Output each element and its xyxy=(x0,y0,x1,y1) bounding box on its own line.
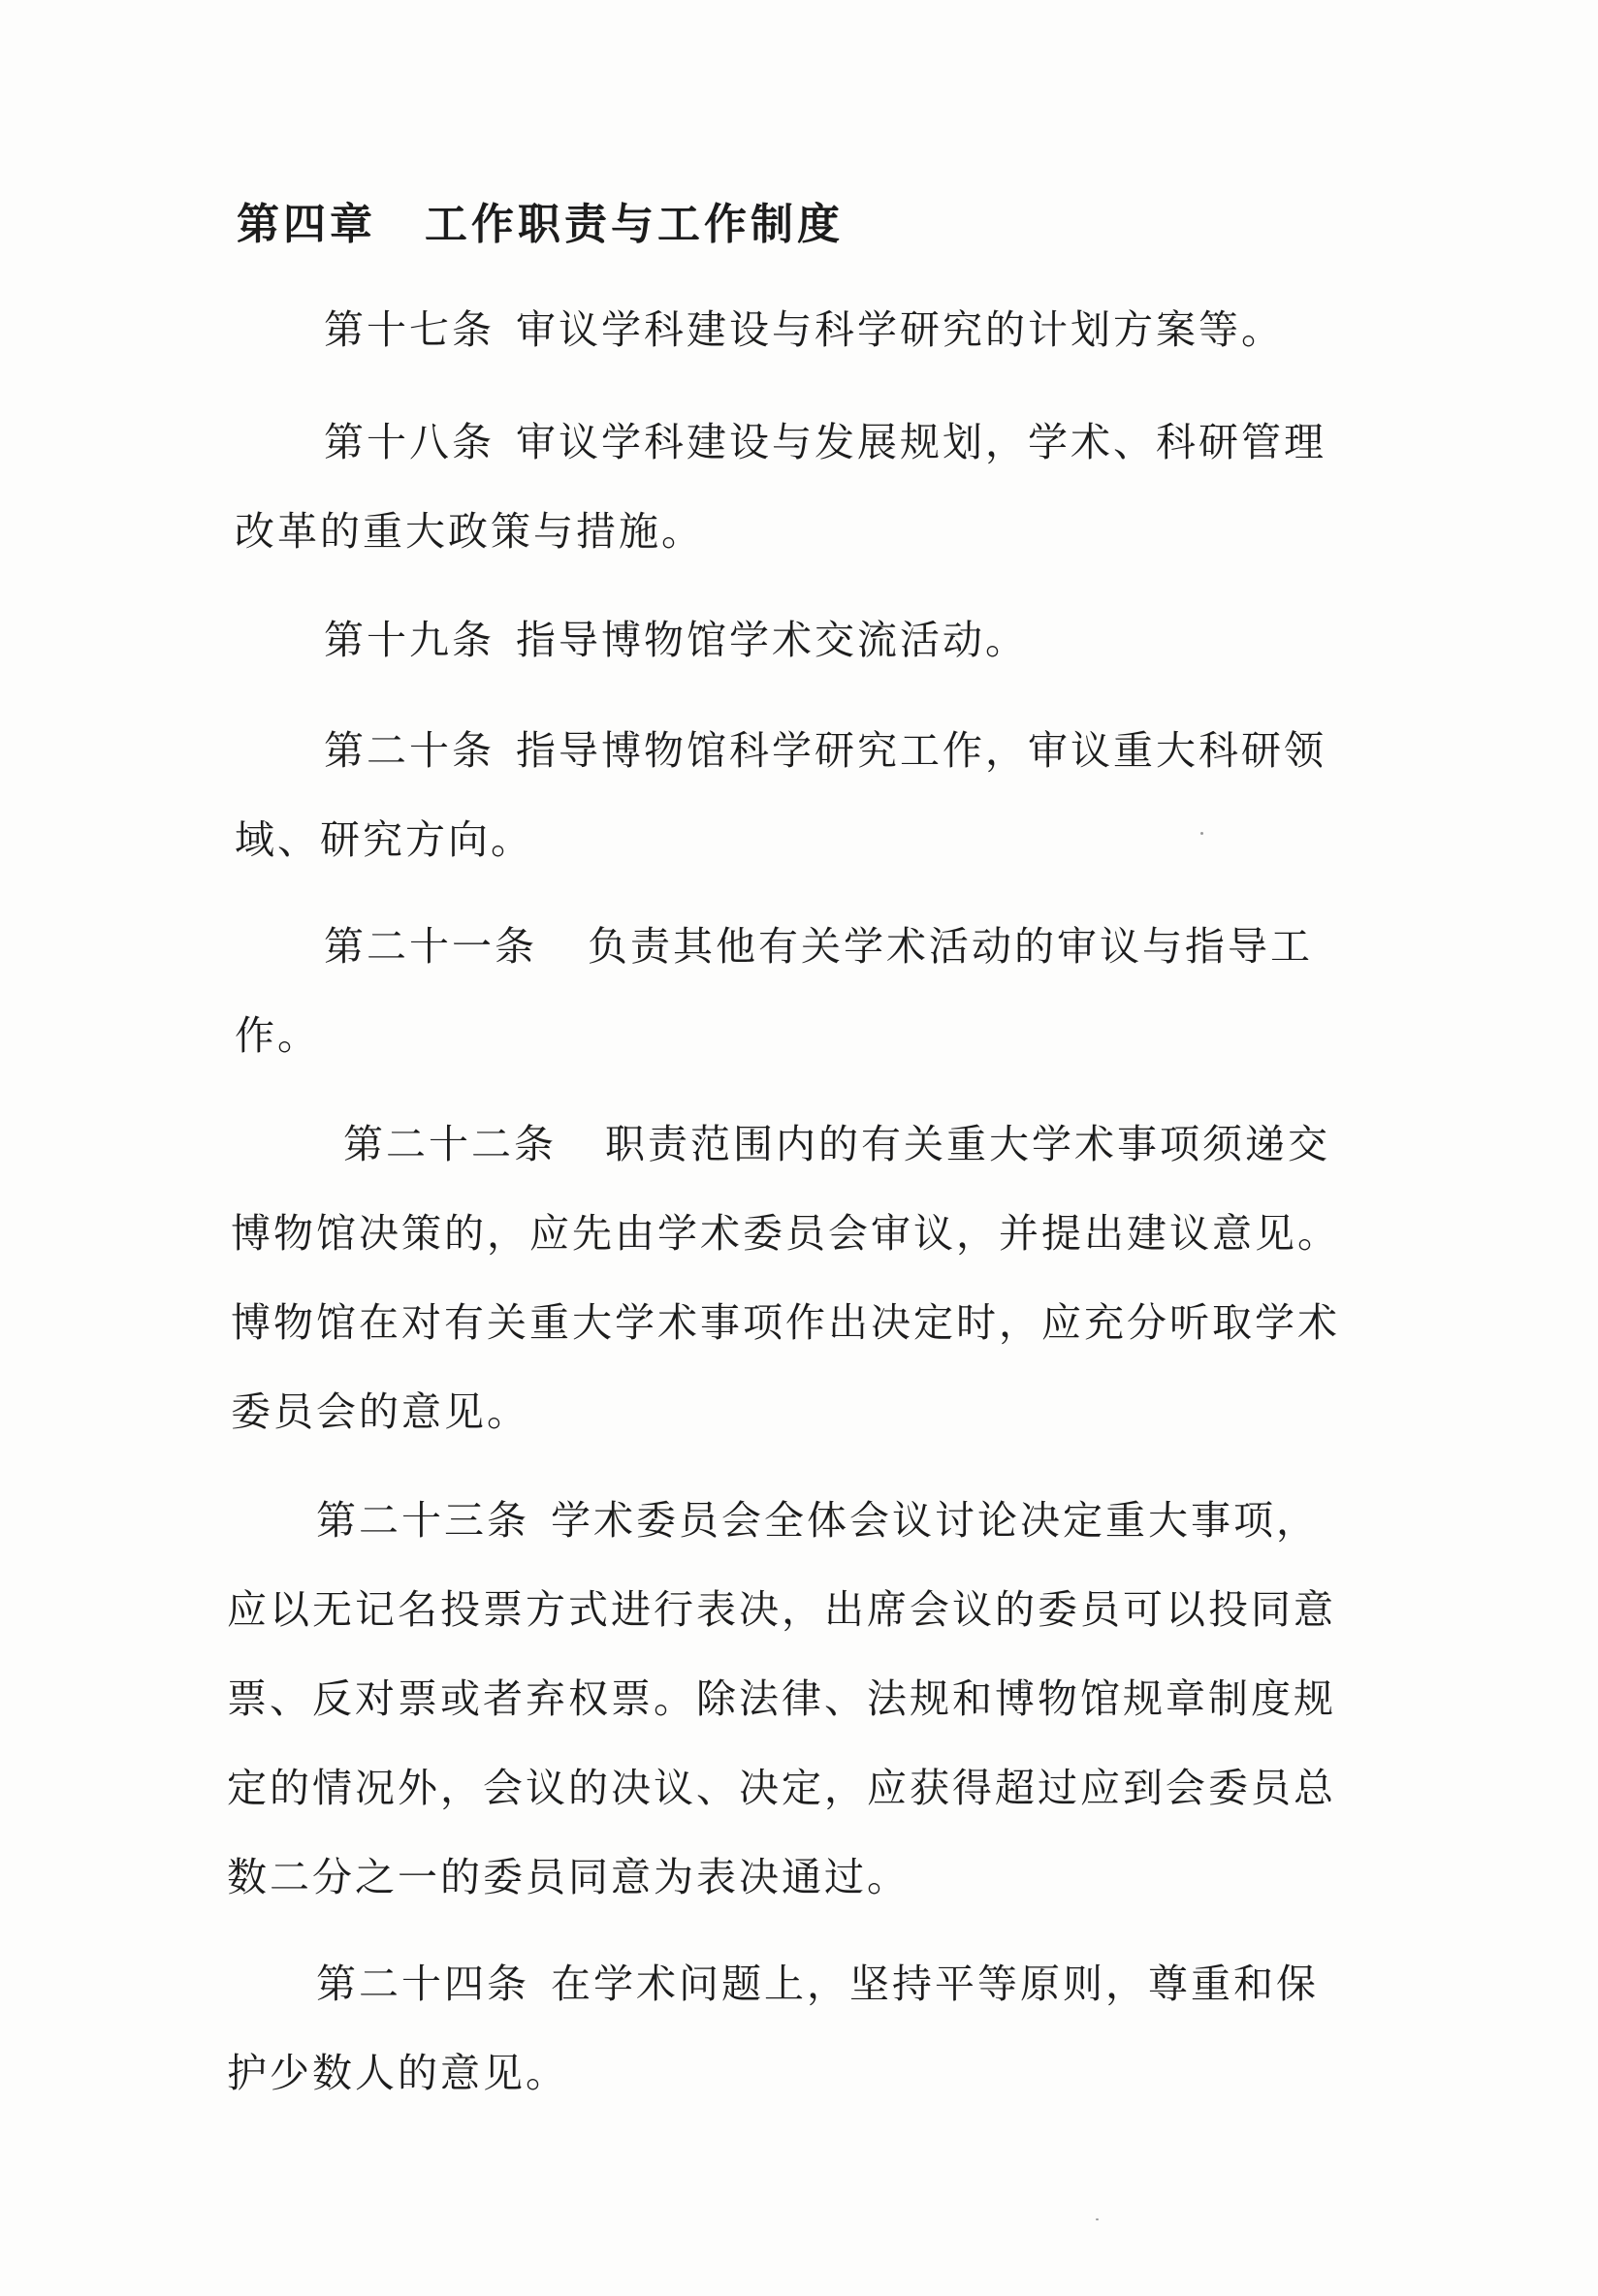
article-number: 第二十一条 xyxy=(324,923,537,970)
chapter-number: 第四章 xyxy=(237,200,376,249)
article-text: 审议学科建设与科学研究的计划方案等。 xyxy=(516,306,1284,353)
article-22-line-2: 博物馆决策的，应先由学术委员会审议，并提出建议意见。 xyxy=(231,1210,1340,1257)
article-number: 第十九条 xyxy=(324,617,495,663)
article-text: 在学术问题上，坚持平等原则，尊重和保 xyxy=(551,1961,1319,2007)
article-23-line-4: 定的情况外，会议的决议、决定，应获得超过应到会委员总 xyxy=(227,1765,1336,1811)
article-20-line-1 xyxy=(324,723,1326,778)
article-number: 第十八条 xyxy=(324,419,495,465)
chapter-heading xyxy=(237,198,844,252)
article-number: 第二十二条 xyxy=(343,1121,557,1167)
scan-speck xyxy=(1200,832,1203,835)
article-21-line-1 xyxy=(324,919,1313,973)
chapter-title: 工作职责与工作制度 xyxy=(425,200,844,249)
article-text: 负责其他有关学术活动的审议与指导工 xyxy=(588,923,1313,970)
article-18-line-2: 改革的重大政策与措施。 xyxy=(235,508,704,555)
article-17-line-1 xyxy=(324,303,1284,357)
article-22-line-4: 委员会的意见。 xyxy=(231,1388,529,1435)
article-number: 第二十四条 xyxy=(316,1961,529,2007)
article-21-line-2: 作。 xyxy=(235,1012,320,1059)
article-20-line-2: 域、研究方向。 xyxy=(235,816,533,863)
article-24-line-1 xyxy=(316,1957,1319,2011)
scan-speck xyxy=(1096,2218,1099,2220)
article-text: 学术委员会全体会议讨论决定重大事项， xyxy=(551,1497,1319,1544)
article-text: 指导博物馆学术交流活动。 xyxy=(516,617,1028,663)
article-text: 审议学科建设与发展规划，学术、科研管理 xyxy=(516,419,1326,465)
article-19-line-1 xyxy=(324,613,1028,667)
article-text: 指导博物馆科学研究工作，审议重大科研领 xyxy=(516,727,1326,774)
article-22-line-3: 博物馆在对有关重大学术事项作出决定时，应充分听取学术 xyxy=(231,1299,1340,1346)
article-23-line-3: 票、反对票或者弃权票。除法律、法规和博物馆规章制度规 xyxy=(227,1675,1336,1722)
article-23-line-2: 应以无记名投票方式进行表决，出席会议的委员可以投同意 xyxy=(227,1586,1336,1633)
article-23-line-5: 数二分之一的委员同意为表决通过。 xyxy=(227,1854,910,1900)
article-18-line-1 xyxy=(324,415,1326,469)
article-number: 第二十条 xyxy=(324,727,495,774)
article-number: 第十七条 xyxy=(324,306,495,353)
article-24-line-2: 护少数人的意见。 xyxy=(227,2050,568,2096)
article-text: 职责范围内的有关重大学术事项须递交 xyxy=(605,1121,1330,1167)
article-23-line-1 xyxy=(316,1493,1319,1547)
article-number: 第二十三条 xyxy=(316,1497,529,1544)
article-22-line-1 xyxy=(343,1117,1330,1171)
